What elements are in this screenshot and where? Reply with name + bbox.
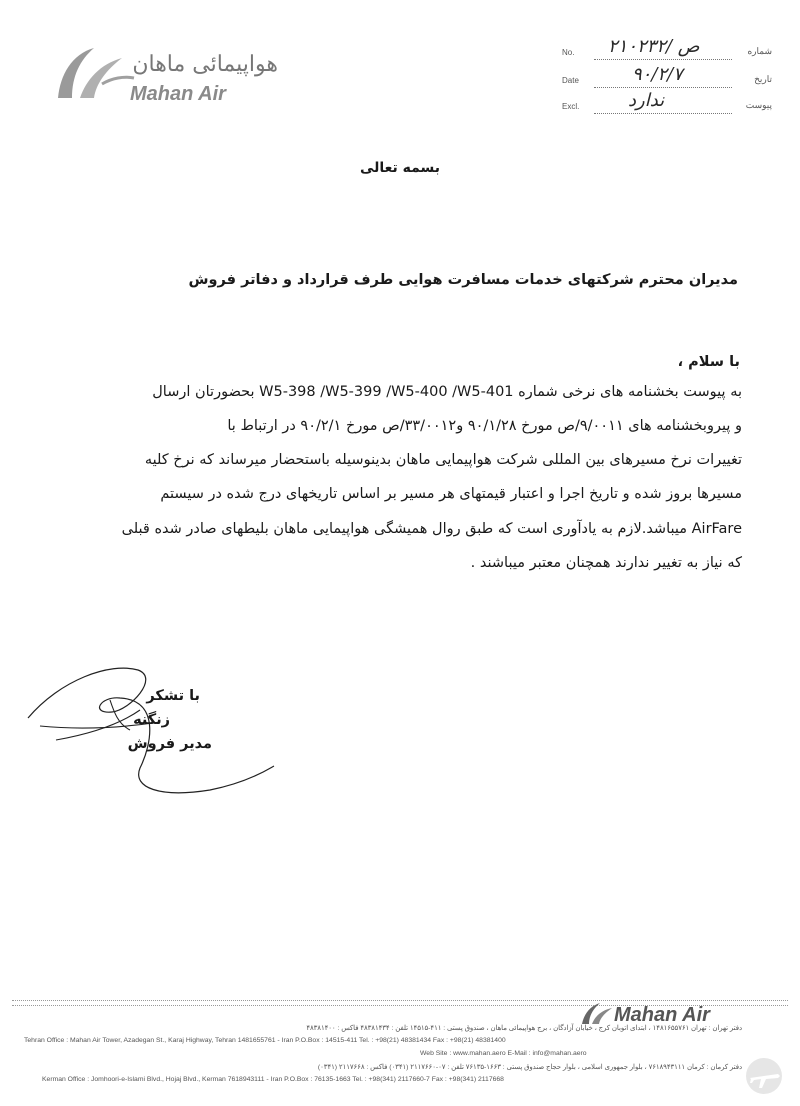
- footer-logo-icon: [578, 1000, 614, 1026]
- body-line-6: که نیاز به تغییر ندارند همچنان معتبر میباشند .: [470, 555, 742, 571]
- greeting: با سلام ،: [677, 354, 740, 370]
- body-line-3: تغییرات نرخ مسیرهای بین المللی شرکت هواپیمایی ماهان بدینوسیله باستحضار میرساند که نرخ کلیه: [144, 452, 742, 468]
- body-line-1: به پیوست بخشنامه های نرخی شماره W5-398 /W5-399 /W5-400 /W5-401 بحضورتان ارسال: [152, 384, 742, 400]
- footer-tehran-address-en: Tehran Office : Mahan Air Tower, Azadegan St., Karaj Highway, Tehran 1481655761 - Iran P.O.Box : 14515-411 Tel. : +98(21) 48381434 Fax : +98(21) 48381400: [24, 1037, 506, 1044]
- attachment-label-fa: پیوست: [745, 100, 772, 110]
- airplane-icon: [742, 1056, 786, 1096]
- body-line-2: و پیروبخشنامه های ۹/۰۰۱۱/ص مورخ ۹۰/۱/۲۸ و۳۳/۰۰۱۲/ص مورخ ۹۰/۲/۱ در ارتباط با: [227, 418, 742, 434]
- number-label-en: No.: [562, 48, 575, 57]
- date-value: ۹۰/۲/۷: [632, 64, 683, 85]
- logo-text-farsi: هواپیمائی ماهان: [132, 52, 278, 77]
- body-line-4: مسیرها بروز شده و تاریخ اجرا و اعتبار قیمتهای هر مسیر بر اساس تاریخهای درج شده در سیستم: [160, 486, 742, 502]
- footer-kerman-address-en: Kerman Office : Jomhoori-e-Islami Blvd., Hojaj Blvd., Kerman 7618943111 - Iran P.O.Box : 76135-1663 Tel. : +98(341) 2117660-7 Fax : +98(341) 2117668: [42, 1076, 504, 1083]
- attachment-label-en: Excl.: [562, 102, 580, 111]
- logo-text-english: Mahan Air: [130, 83, 226, 105]
- recipient-line: مدیران محترم شرکتهای خدمات مسافرت هوایی طرف قرارداد و دفاتر فروش: [188, 272, 738, 288]
- body-line-5: AirFare میباشد.لازم به یادآوری است که طبق روال همیشگی هواپیمایی ماهان بلیطهای صادر شده قبلی: [121, 521, 742, 537]
- date-line: [594, 87, 732, 88]
- footer-brand: Mahan Air: [614, 1004, 710, 1026]
- footer-kerman-address-fa: دفتر کرمان : کرمان ۷۶۱۸۹۴۳۱۱۱ ، بلوار جمهوری اسلامی ، بلوار حجاج صندوق پستی : ۱۶۶۳-۷۶۱۳۵ تلفن : ۰۷-۲۱۱۷۶۶۰ (۰۳۴۱) فاکس : ۲۱۱۷۶۶۸ (۰۳۴۱): [317, 1064, 742, 1071]
- footer-tehran-address-fa: دفتر تهران : تهران ۱۴۸۱۶۵۵۷۶۱ ، ابتدای اتوبان کرج ، خیابان آزادگان ، برج هواپیمائی ماهان ، صندوق پستی : ۴۱۱-۱۴۵۱۵ تلفن : ۴۸۳۸۱۴۳۴ فاکس : ۴۸۳۸۱۴۰۰: [306, 1025, 742, 1032]
- signature-name: زنگنه: [133, 712, 170, 728]
- signature-title: مدیر فروش: [127, 736, 212, 752]
- reference-date-row: [562, 64, 772, 92]
- number-line: [594, 59, 732, 60]
- signature-thanks: با تشکر: [146, 688, 200, 704]
- footer-web-email: Web Site : www.mahan.aero E-Mail : info@mahan.aero: [420, 1050, 587, 1057]
- attachment-value: ندارد: [628, 90, 665, 111]
- date-label-en: Date: [562, 76, 579, 85]
- attachment-line: [594, 113, 732, 114]
- date-label-fa: تاریخ: [754, 74, 772, 84]
- number-value: ۲۱۰۲۳۲/ ص: [608, 36, 700, 57]
- number-label-fa: شماره: [747, 46, 772, 56]
- letter-heading: بسمه تعالی: [359, 160, 441, 176]
- reference-attachment-row: [562, 90, 772, 118]
- reference-number-row: [562, 36, 772, 64]
